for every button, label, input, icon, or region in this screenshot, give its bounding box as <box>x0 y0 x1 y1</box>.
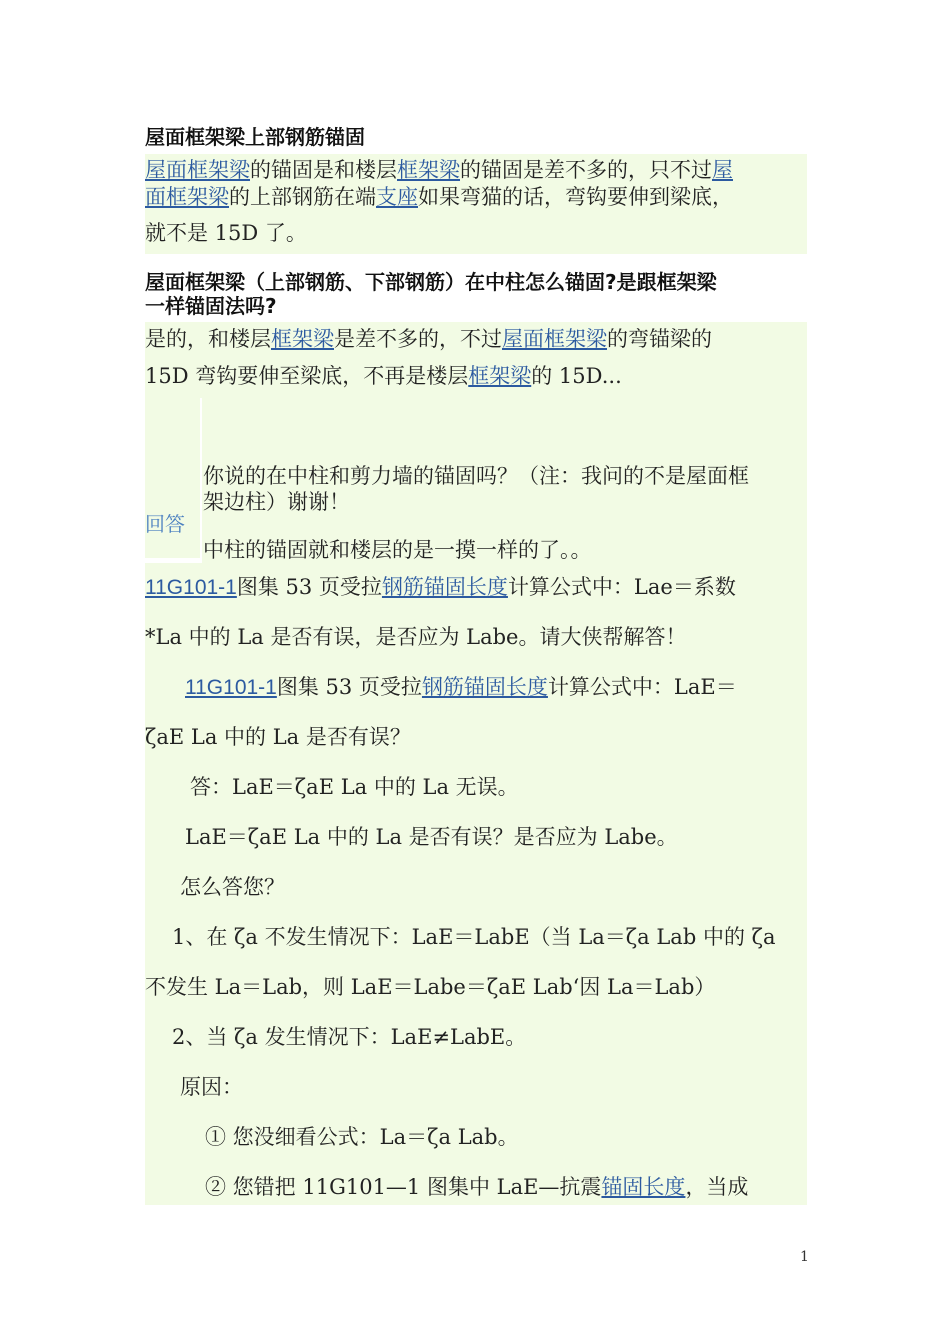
link-anchorage-length[interactable]: 锚固长度 <box>601 1175 686 1199</box>
text: 就不是 15D 了。 <box>145 221 307 245</box>
section3-line8: 1、在 ζa 不发生情况下：LaE＝LabE（当 La＝ζa Lab 中的 ζa <box>172 925 776 949</box>
section3-line13 <box>205 1171 748 1201</box>
section1-line3 <box>145 217 307 247</box>
section3-line2: *La 中的 La 是否有误，是否应为 Labe。请大侠帮解答！ <box>145 625 687 649</box>
text: 的上部钢筋在端 <box>229 185 376 209</box>
section3-line4: ζaE La 中的 La 是否有误？ <box>145 725 411 749</box>
section2-heading-line2: 一样锚固法吗? <box>145 294 277 318</box>
link-rebar-anchorage-length[interactable]: 钢筋锚固长度 <box>421 675 548 699</box>
link-roof-frame-beam-2a[interactable]: 屋 <box>712 158 733 182</box>
text: 的 15D... <box>531 364 622 388</box>
link-frame-beam[interactable]: 框架梁 <box>271 327 334 351</box>
section3-line11: 原因： <box>180 1075 243 1099</box>
text: ，当成 <box>685 1175 749 1199</box>
link-roof-frame-beam[interactable]: 屋面框架梁 <box>502 327 607 351</box>
text: 图集 53 页受拉 <box>236 575 382 599</box>
link-11g101-1[interactable]: 11G101-1 <box>145 576 237 599</box>
text: 是的，和楼层 <box>145 327 271 351</box>
section3-line10: 2、当 ζa 发生情况下：LaE≠LabE。 <box>172 1025 527 1049</box>
text: 的锚固是差不多的，只不过 <box>460 158 712 182</box>
text: 的锚固是和楼层 <box>250 158 397 182</box>
section3-line1 <box>145 571 736 601</box>
section2-line1 <box>145 323 712 353</box>
section2-heading <box>145 270 807 318</box>
answer-label: 回答 <box>145 512 185 536</box>
link-11g101-1[interactable]: 11G101-1 <box>185 676 277 699</box>
section2-line2 <box>145 360 622 390</box>
text: 15D 弯钩要伸至梁底，不再是楼层 <box>145 364 469 388</box>
section1-line1 <box>145 154 733 184</box>
link-roof-frame-beam-2b[interactable]: 面框架梁 <box>145 185 229 209</box>
text: 计算公式中：LaE＝ <box>547 675 737 699</box>
link-rebar-anchorage-length[interactable]: 钢筋锚固长度 <box>381 575 508 599</box>
text: 图集 53 页受拉 <box>276 675 422 699</box>
answer-question-line1: 你说的在中柱和剪力墙的锚固吗？（注：我问的不是屋面框 <box>203 464 749 488</box>
section3-line3 <box>185 671 737 701</box>
section1-line2 <box>145 181 733 211</box>
text: 计算公式中：Lae＝系数 <box>507 575 736 599</box>
section3-line7: 怎么答您？ <box>180 875 285 899</box>
text: 的弯锚梁的 <box>607 327 712 351</box>
section3-line12: ① 您没细看公式：La＝ζa Lab。 <box>205 1125 519 1149</box>
link-frame-beam[interactable]: 框架梁 <box>468 364 532 388</box>
link-support[interactable]: 支座 <box>376 185 418 209</box>
section3-line9: 不发生 La＝Lab，则 LaE＝Labe＝ζaE Lab‘因 La＝Lab） <box>145 975 716 999</box>
section2-heading-line1: 屋面框架梁（上部钢筋、下部钢筋）在中柱怎么锚固?是跟框架梁 <box>145 270 717 294</box>
section3-line5: 答：LaE＝ζaE La 中的 La 无误。 <box>190 775 519 799</box>
link-roof-frame-beam[interactable]: 屋面框架梁 <box>145 158 250 182</box>
text: 是差不多的，不过 <box>334 327 502 351</box>
page-number: 1 <box>800 1249 809 1265</box>
link-frame-beam[interactable]: 框架梁 <box>397 158 460 182</box>
answer-reply: 中柱的锚固就和楼层的是一摸一样的了。。 <box>203 538 592 562</box>
answer-question-line2: 架边柱）谢谢！ <box>203 490 350 514</box>
section3-line6: LaE＝ζaE La 中的 La 是否有误？是否应为 Labe。 <box>185 825 678 849</box>
text: ② 您错把 11G101—1 图集中 LaE—抗震 <box>205 1175 602 1199</box>
text: 如果弯猫的话，弯钩要伸到梁底， <box>418 185 733 209</box>
section1-heading: 屋面框架梁上部钢筋锚固 <box>145 125 365 149</box>
